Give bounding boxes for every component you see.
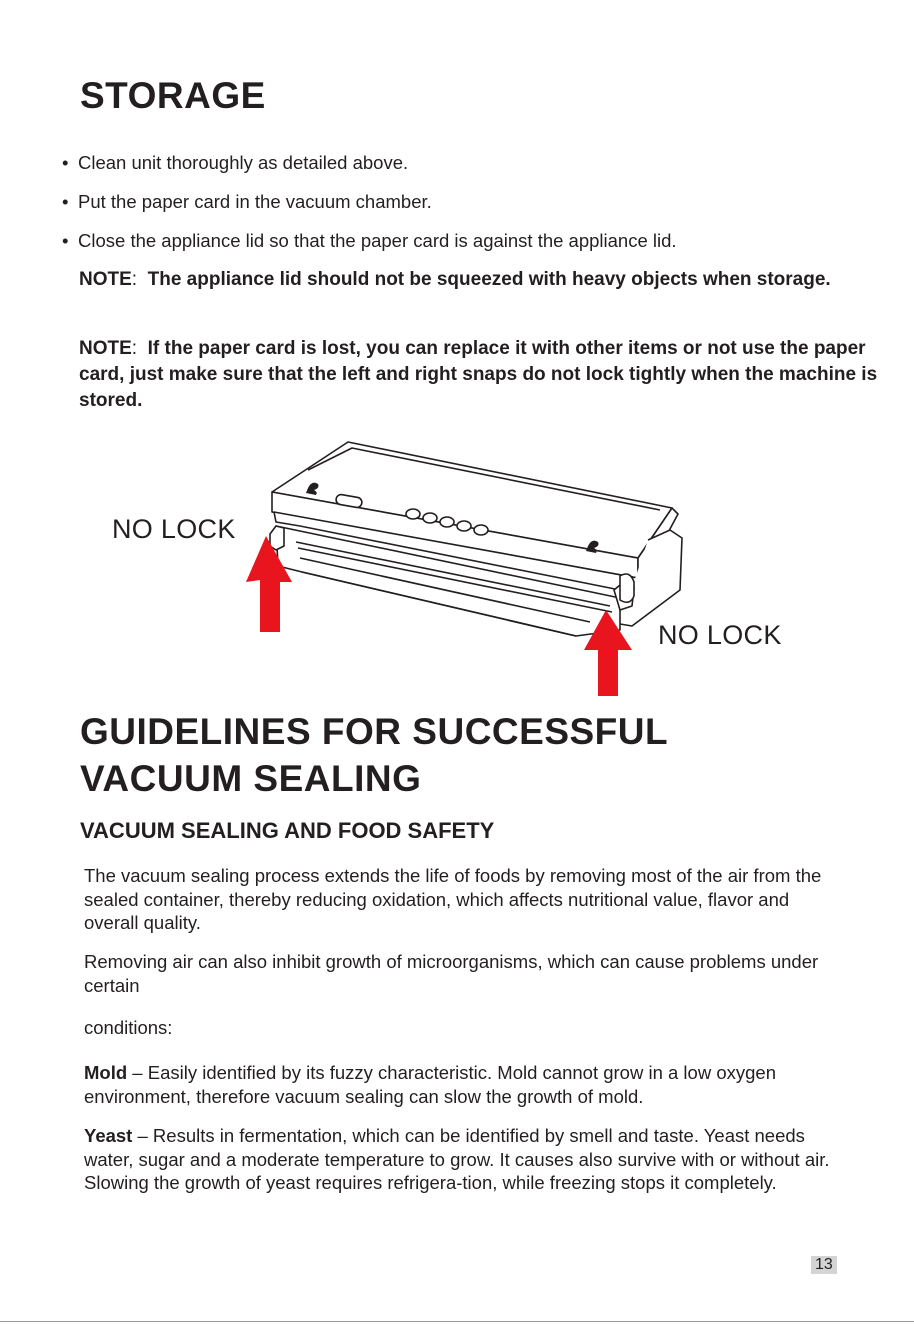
page-number: 13 (811, 1256, 837, 1274)
paragraph-yeast (84, 1124, 844, 1195)
control-button (474, 525, 488, 535)
right-knob (620, 574, 634, 602)
yeast-term: Yeast (84, 1125, 133, 1146)
control-button (440, 517, 454, 527)
left-snap (270, 526, 284, 550)
note-1 (79, 267, 879, 293)
bullet-dot: • (62, 230, 69, 251)
bottom-rule (0, 1321, 914, 1322)
guidelines-title-line2: VACUUM SEALING (80, 758, 422, 799)
note-sep: : (131, 269, 138, 290)
storage-title: STORAGE (80, 75, 266, 116)
control-button (406, 509, 420, 519)
bullet-text: Close the appliance lid so that the paper card is against the appliance lid. (78, 230, 677, 251)
vacuum-sealer-illustration (240, 430, 700, 705)
bullet-text: Clean unit thoroughly as detailed above. (78, 152, 409, 173)
note-sep: : (131, 338, 138, 359)
bullet-item (62, 191, 432, 213)
bullet-item (62, 152, 408, 174)
bullet-dot: • (62, 152, 69, 173)
note-label: NOTE (79, 338, 132, 359)
mold-term: Mold (84, 1062, 128, 1083)
bullet-dot: • (62, 191, 69, 212)
paragraph-microorganisms: Removing air can also inhibit growth of microorganisms, which can cause problems under certain (84, 951, 819, 996)
control-button (457, 521, 471, 531)
paragraph-intro: The vacuum sealing process extends the life of foods by removing most of the air from the sealed container, thereby reducing oxidation, which affects nutritional value, flavor and overall quality. (84, 865, 822, 933)
control-button (423, 513, 437, 523)
bullet-item (62, 230, 677, 252)
paragraph-conditions: conditions: (84, 1017, 173, 1038)
guidelines-subtitle: VACUUM SEALING AND FOOD SAFETY (80, 818, 495, 843)
note-text: If the paper card is lost, you can replace it with other items or not use the paper card, just make sure that the left and right snaps do not lock tightly when the machine is stored. (79, 338, 878, 411)
note-text: The appliance lid should not be squeezed with heavy objects when storage. (147, 269, 831, 290)
paragraph-mold (84, 1061, 844, 1108)
bullet-text: Put the paper card in the vacuum chamber. (78, 191, 432, 212)
yeast-text: – Results in fermentation, which can be identified by smell and taste. Yeast needs water, sugar and a moderate temperature to grow. It causes also survive with or without air. Slowing the growth of yeast requires refrigera-tion, while freezing stops it completely. (84, 1125, 830, 1193)
note-label: NOTE (79, 269, 132, 290)
mold-text: – Easily identified by its fuzzy characteristic. Mold cannot grow in a low oxygen environment, therefore vacuum sealing can slow the growth of mold. (84, 1062, 776, 1107)
guidelines-title-line1: GUIDELINES FOR SUCCESSFUL (80, 711, 669, 752)
no-lock-label-right: NO LOCK (658, 620, 782, 650)
note-2 (79, 336, 879, 414)
no-lock-label-left: NO LOCK (112, 514, 236, 544)
